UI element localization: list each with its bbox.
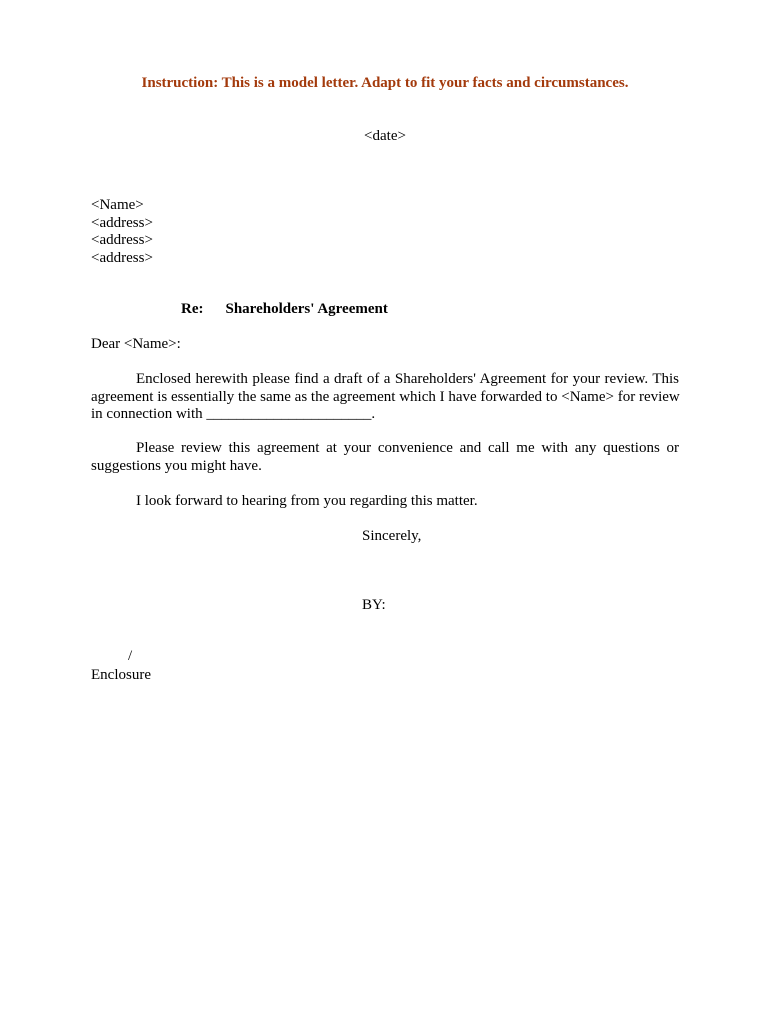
- subject-line: [181, 301, 388, 319]
- enclosure-note: Enclosure: [91, 667, 151, 683]
- body-paragraph-3: I look forward to hearing from you regarding this matter.: [136, 493, 478, 509]
- recipient-address-block: [91, 197, 153, 267]
- paragraph-line: Enclosed herewith please find a draft of a Shareholders' Agreement for your review. This: [136, 371, 679, 387]
- re-label: Re:: [181, 301, 204, 317]
- recipient-address-line: <address>: [91, 214, 153, 231]
- initials: /: [128, 648, 133, 664]
- salutation: Dear <Name>:: [91, 336, 181, 352]
- body-paragraph-1: [91, 371, 679, 424]
- signature-by: BY:: [362, 597, 386, 613]
- paragraph-line: agreement is essentially the same as the agreement which I have forwarded to <Name> for review: [91, 388, 680, 405]
- instruction-note: Instruction: This is a model letter. Adapt to fit your facts and circumstances.: [141, 75, 629, 91]
- letter-date: <date>: [364, 128, 406, 144]
- recipient-address-line: <address>: [91, 249, 153, 266]
- re-subject: Shareholders' Agreement: [225, 301, 388, 317]
- body-paragraph-2: [91, 440, 679, 475]
- recipient-address-line: <address>: [91, 232, 153, 248]
- paragraph-line: suggestions you might have.: [91, 457, 262, 474]
- recipient-name: <Name>: [91, 197, 144, 213]
- paragraph-line: in connection with ______________________.: [91, 406, 376, 422]
- closing: Sincerely,: [362, 528, 422, 544]
- paragraph-line: Please review this agreement at your convenience and call me with any questions or: [136, 440, 679, 456]
